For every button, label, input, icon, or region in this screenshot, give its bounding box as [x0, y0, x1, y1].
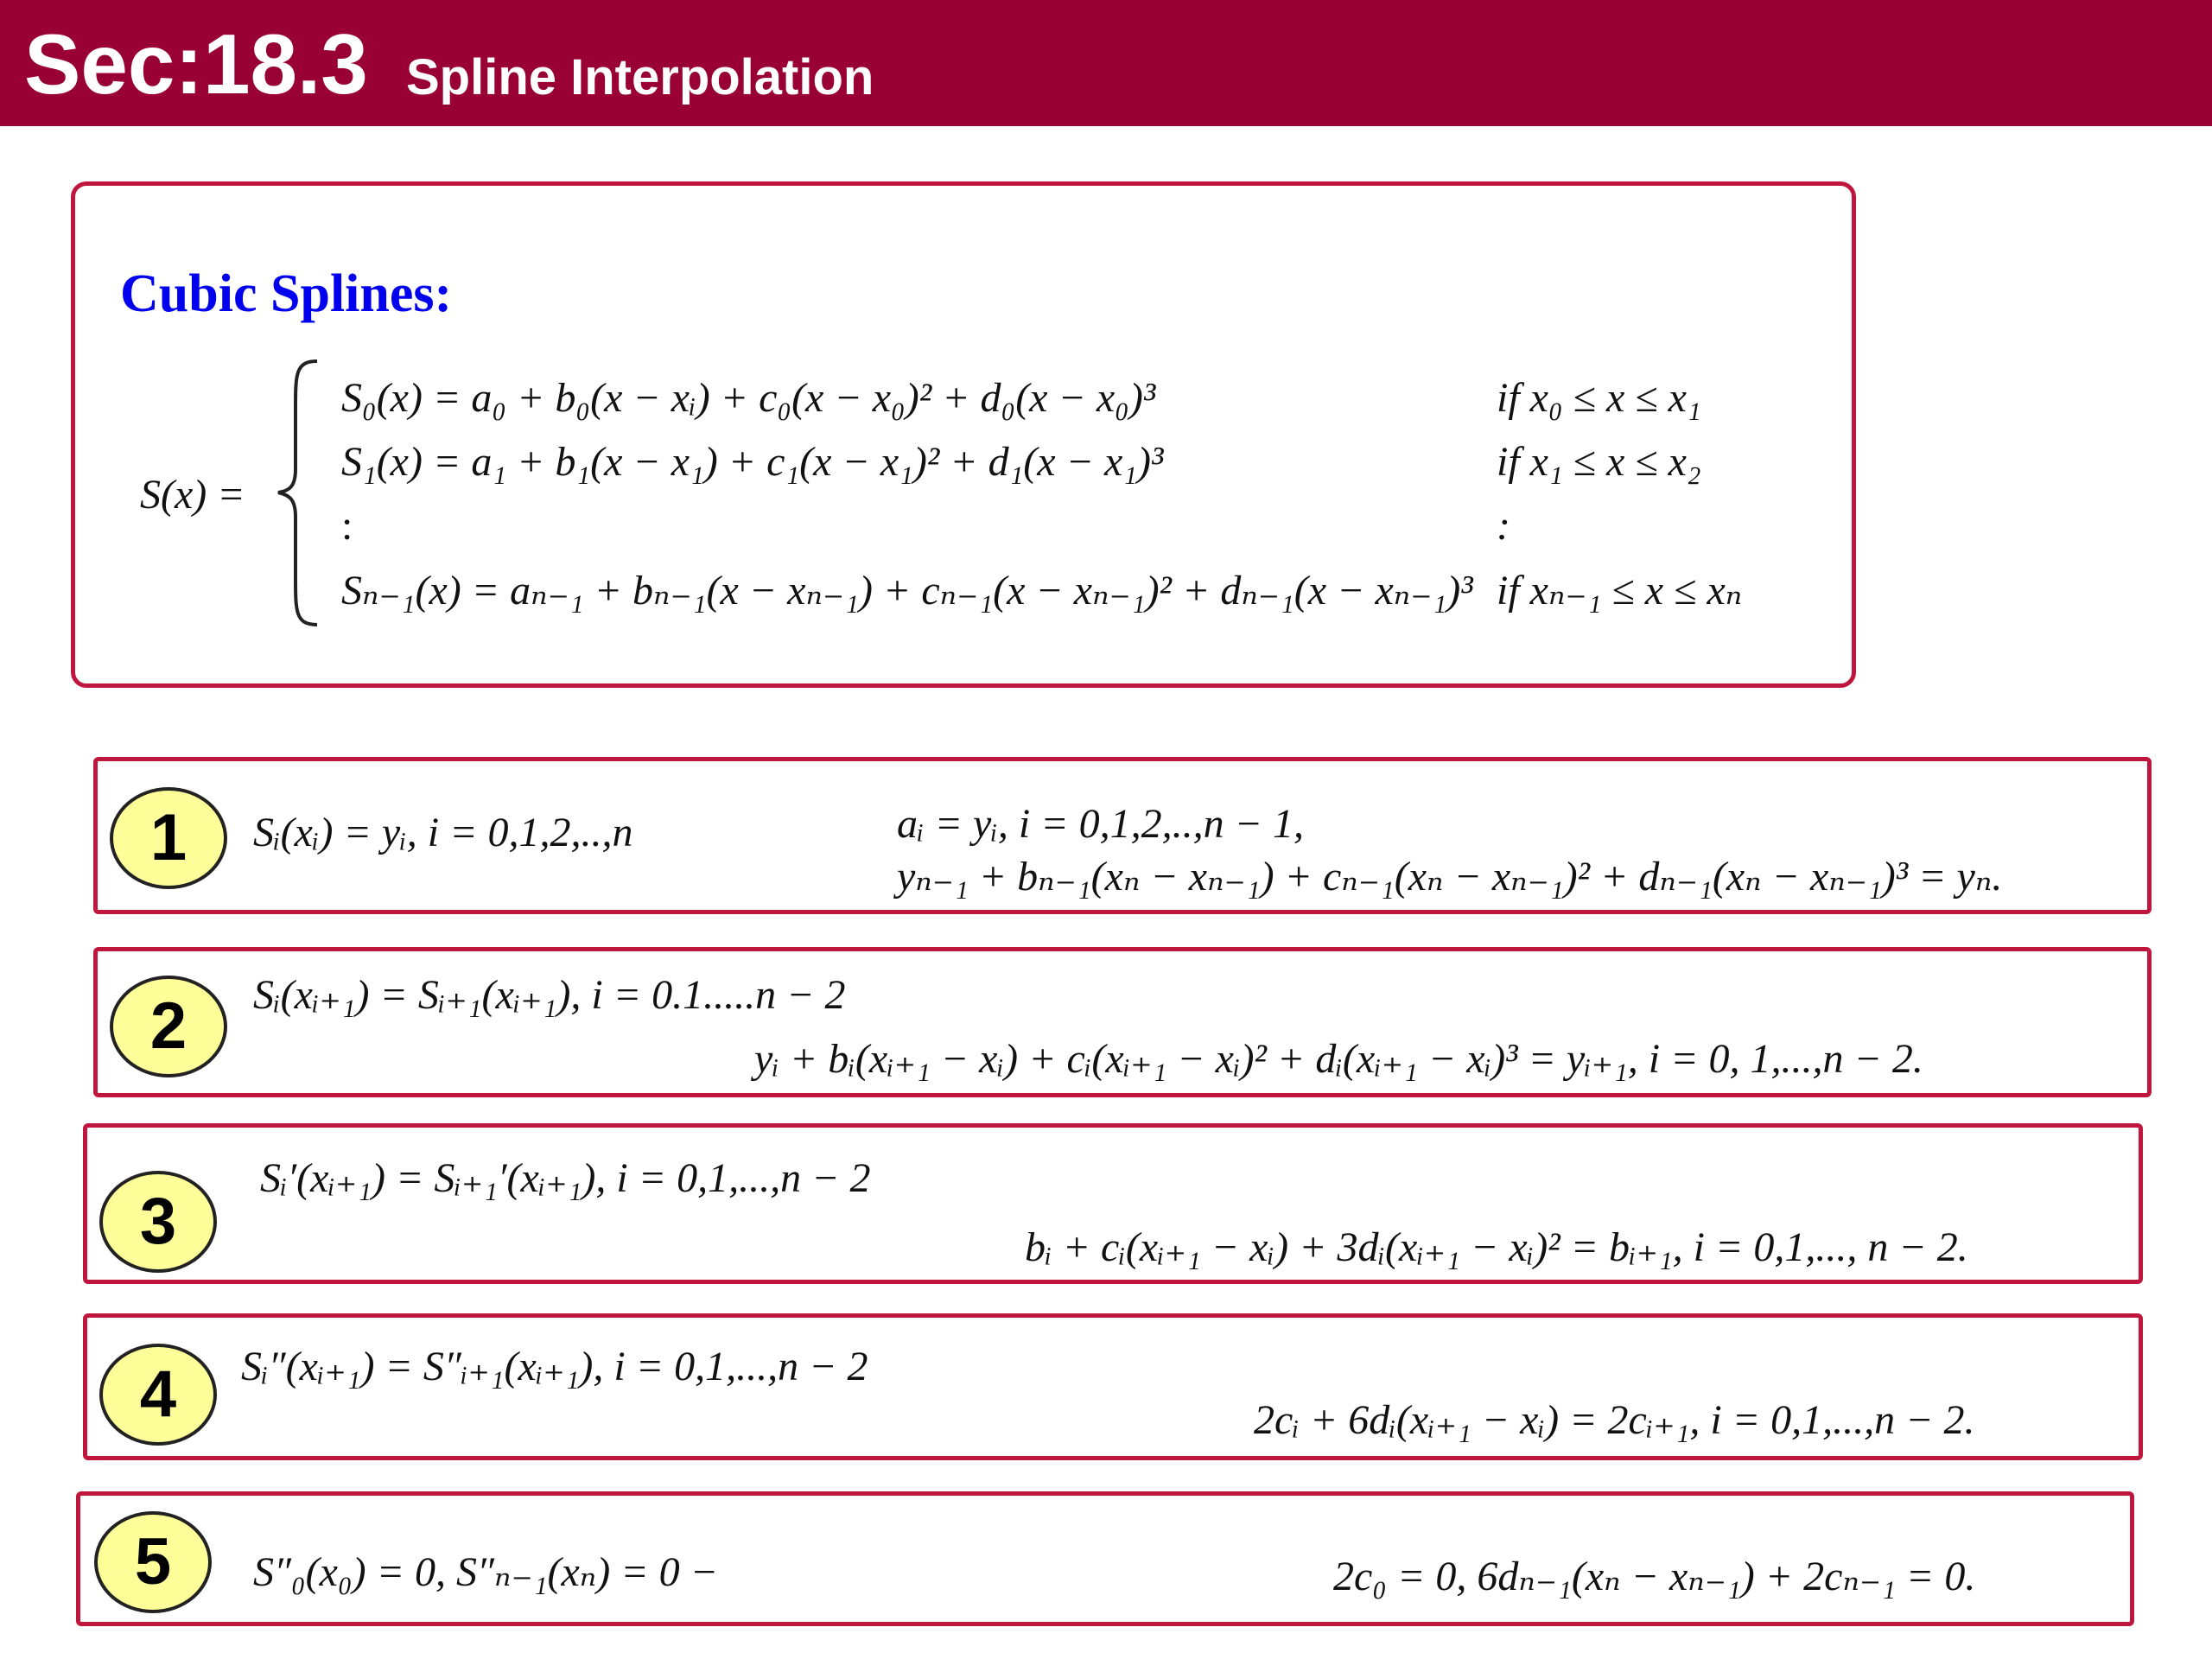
condition-number-badge: 5 — [94, 1511, 212, 1613]
condition-box-5 — [76, 1491, 2134, 1626]
condition-1-statement: Sᵢ(xᵢ) = yᵢ, i = 0,1,2,..,n — [253, 810, 633, 855]
condition-box-1 — [93, 757, 2152, 914]
spline-cond-0: if x₀ ≤ x ≤ x₁ — [1497, 375, 1701, 421]
condition-number-badge: 4 — [99, 1344, 217, 1446]
condition-number-badge: 3 — [99, 1171, 217, 1273]
condition-box-3 — [83, 1123, 2143, 1284]
spline-cond-ellipsis: : — [1497, 503, 1510, 549]
spline-row-last: Sₙ₋₁(x) = aₙ₋₁ + bₙ₋₁(x − xₙ₋₁) + cₙ₋₁(x − xₙ₋₁)² + dₙ₋₁(x − xₙ₋₁)³ — [341, 568, 1473, 613]
spline-cond-last: if xₙ₋₁ ≤ x ≤ xₙ — [1497, 568, 1743, 613]
condition-3-result: bᵢ + cᵢ(xᵢ₊₁ − xᵢ) + 3dᵢ(xᵢ₊₁ − xᵢ)² = bᵢ₊₁, i = 0,1,..., n − 2. — [1025, 1224, 1968, 1270]
condition-box-2 — [93, 947, 2152, 1097]
cubic-splines-title: Cubic Splines: — [120, 264, 453, 323]
spline-row-ellipsis: : — [341, 503, 353, 549]
spline-cond-1: if x₁ ≤ x ≤ x₂ — [1497, 439, 1701, 485]
condition-1-result-line-2: yₙ₋₁ + bₙ₋₁(xₙ − xₙ₋₁) + cₙ₋₁(xₙ − xₙ₋₁)² + dₙ₋₁(xₙ − xₙ₋₁)³ = yₙ. — [897, 854, 2003, 899]
condition-number-badge: 2 — [110, 976, 227, 1077]
spline-lhs: S(x) = — [140, 472, 245, 518]
condition-5-result: 2c₀ = 0, 6dₙ₋₁(xₙ − xₙ₋₁) + 2cₙ₋₁ = 0. — [1333, 1554, 1976, 1599]
header-banner — [0, 0, 2212, 126]
condition-2-result: yᵢ + bᵢ(xᵢ₊₁ − xᵢ) + cᵢ(xᵢ₊₁ − xᵢ)² + dᵢ(xᵢ₊₁ − xᵢ)³ = yᵢ₊₁, i = 0, 1,...,n − 2. — [754, 1036, 1923, 1082]
condition-4-result: 2cᵢ + 6dᵢ(xᵢ₊₁ − xᵢ) = 2cᵢ₊₁, i = 0,1,...,n − 2. — [1254, 1397, 1975, 1443]
spline-row-0: S₀(x) = a₀ + b₀(x − xᵢ) + c₀(x − x₀)² + d₀(x − x₀)³ — [341, 375, 1156, 421]
section-title: Spline Interpolation — [406, 49, 874, 105]
left-brace-icon — [274, 357, 326, 629]
condition-1-result-line-1: aᵢ = yᵢ, i = 0,1,2,..,n − 1, — [897, 801, 1304, 847]
cubic-spline-definition-box — [71, 181, 1856, 688]
spline-row-1: S₁(x) = a₁ + b₁(x − x₁) + c₁(x − x₁)² + d₁(x − x₁)³ — [341, 439, 1164, 485]
condition-4-statement: Sᵢ″(xᵢ₊₁) = S″ᵢ₊₁(xᵢ₊₁), i = 0,1,...,n − 2 — [241, 1344, 868, 1389]
condition-5-statement: S″₀(x₀) = 0, S″ₙ₋₁(xₙ) = 0 − — [253, 1549, 719, 1595]
condition-box-4 — [83, 1313, 2143, 1460]
condition-number-badge: 1 — [110, 787, 227, 889]
section-number: Sec:18.3 — [24, 16, 368, 111]
condition-2-statement: Sᵢ(xᵢ₊₁) = Sᵢ₊₁(xᵢ₊₁), i = 0.1.....n − 2 — [253, 972, 846, 1018]
condition-3-statement: Sᵢ′(xᵢ₊₁) = Sᵢ₊₁′(xᵢ₊₁), i = 0,1,...,n − 2 — [260, 1155, 871, 1201]
